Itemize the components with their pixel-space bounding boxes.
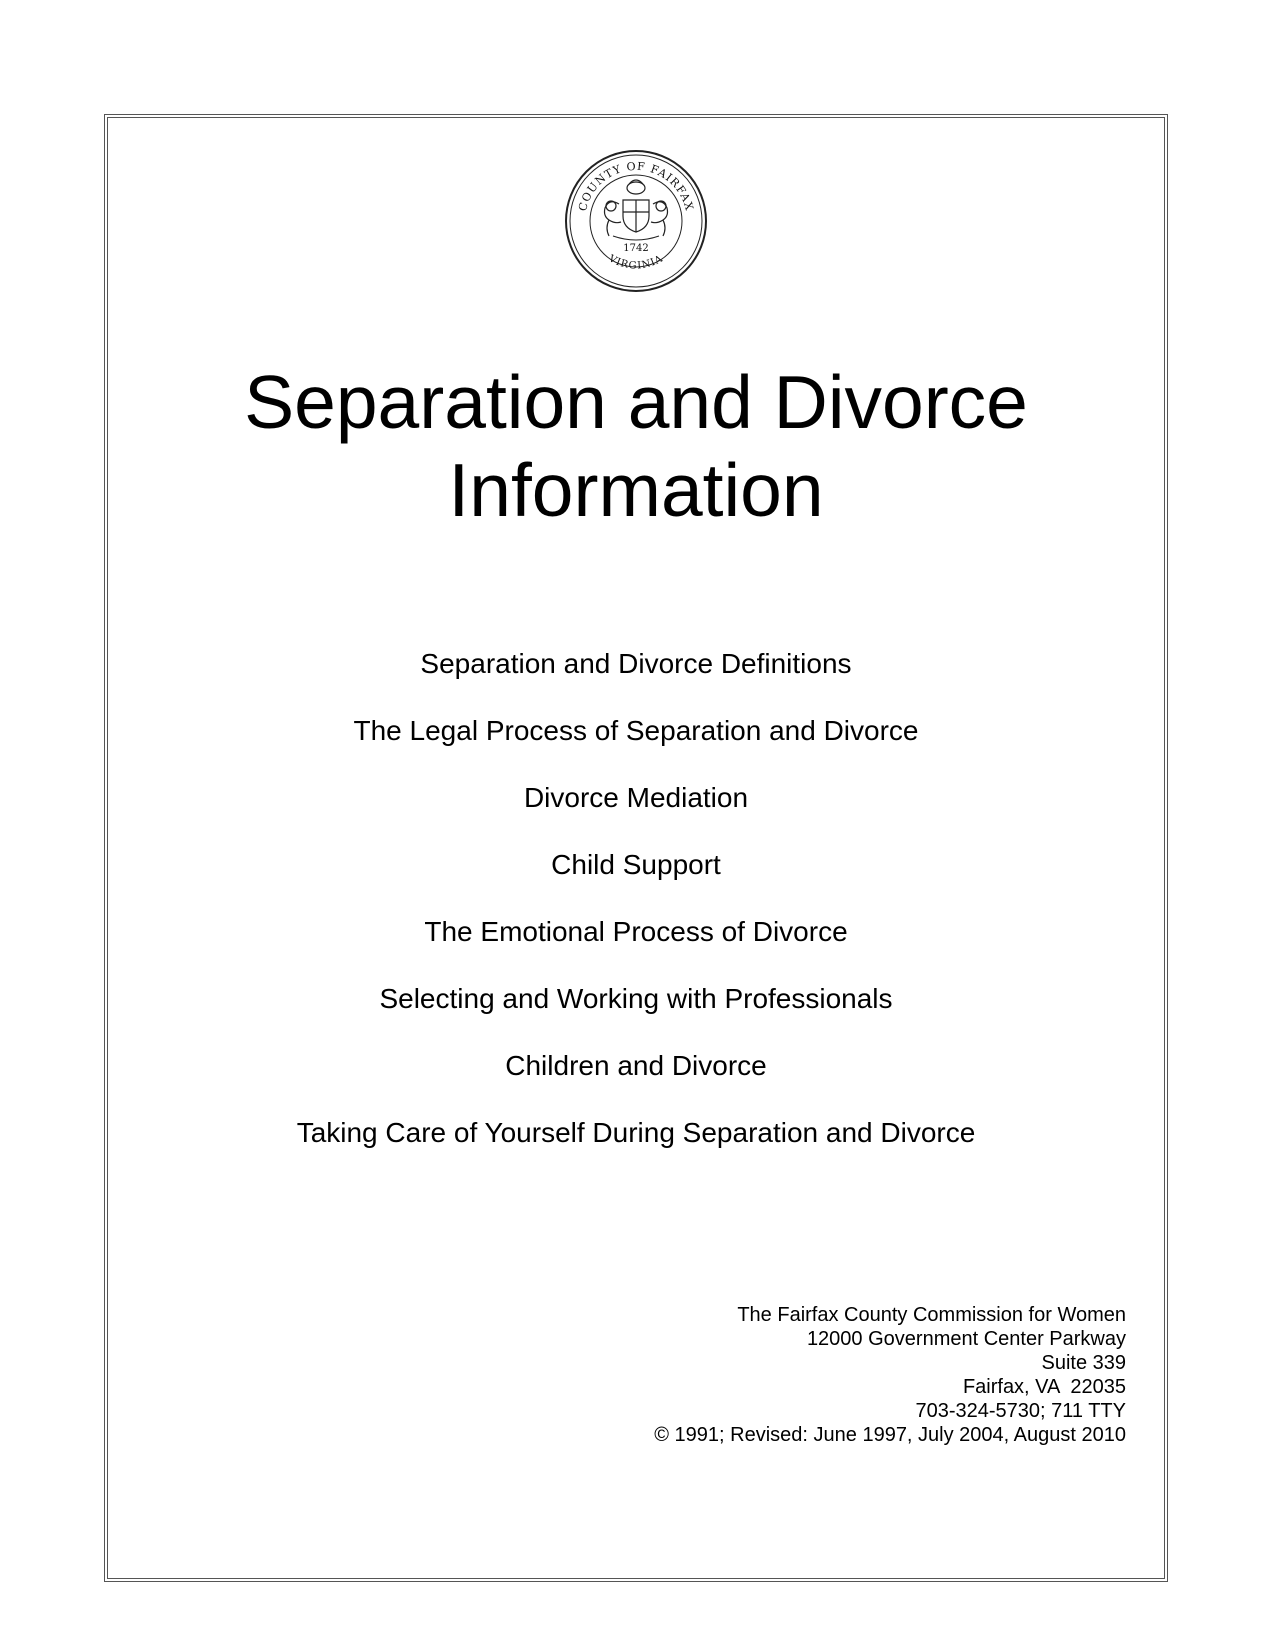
svg-text:VIRGINIA xyxy=(606,253,666,272)
address-phone: 703-324-5730; 711 TTY xyxy=(915,1400,1126,1422)
address-street: 12000 Government Center Parkway xyxy=(806,1328,1126,1350)
address-copyright: © 1991; Revised: June 1997, July 2004, August 2010 xyxy=(654,1424,1126,1446)
seal-year: 1742 xyxy=(623,243,649,254)
address-city: Fairfax, VA 22035 xyxy=(962,1376,1126,1398)
seal-top-text: COUNTY OF FAIRFAX xyxy=(575,159,696,213)
county-seal xyxy=(563,148,709,294)
page-title xyxy=(104,358,1168,534)
contents-list xyxy=(104,646,1168,1182)
list-item: Selecting and Working with Professionals xyxy=(379,983,893,1014)
list-item: The Emotional Process of Divorce xyxy=(424,916,848,947)
publisher-address xyxy=(654,1303,1126,1447)
seal-bottom-text: VIRGINIA xyxy=(606,253,666,272)
address-org: The Fairfax County Commission for Women xyxy=(737,1304,1126,1326)
list-item: Separation and Divorce Definitions xyxy=(420,648,852,679)
list-item: The Legal Process of Separation and Divorce xyxy=(353,715,919,746)
list-item: Child Support xyxy=(551,849,721,880)
title-line-2: Information xyxy=(448,448,824,532)
list-item: Divorce Mediation xyxy=(523,782,749,813)
title-line-1: Separation and Divorce xyxy=(244,360,1028,444)
seal-crest-icon xyxy=(605,180,668,240)
list-item: Taking Care of Yourself During Separation and Divorce xyxy=(296,1117,976,1148)
address-suite: Suite 339 xyxy=(1041,1352,1126,1374)
list-item: Children and Divorce xyxy=(505,1050,767,1081)
